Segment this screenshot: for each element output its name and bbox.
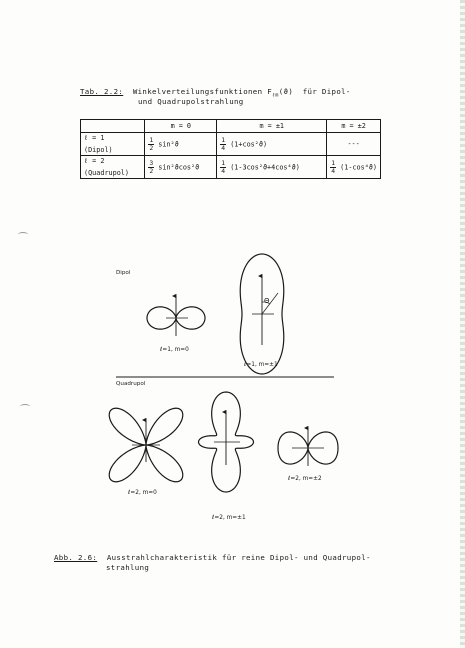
label-d-m0: ℓ=1, m=0 [160,347,189,353]
theta-symbol: Θ [264,297,270,305]
fraction: $\frac{1}{4}$ [331,158,336,175]
label-q-m0: ℓ=2, m=0 [128,490,157,496]
table-caption-end: für Dipol- [302,87,351,96]
figure-caption-text: Ausstrahlcharakteristik für reine Dipol- und Quadrupol- [106,553,371,562]
figure-caption-label: Abb. 2.6: [54,553,98,562]
table-caption-text: Winkelverteilungsfunktionen F [132,87,272,96]
l-value: ℓ = 1 [84,134,105,142]
header-cell: m = 0 [145,120,217,133]
quadrupole-m2-pattern [278,428,338,466]
dipole-m0-pattern [147,296,205,336]
expression: sin²ϑcos²ϑ [158,163,200,171]
header-cell: m = ±2 [327,120,381,133]
label-d-m1: ℓ=1, m=±1 [244,362,278,368]
label-q-m2: ℓ=2, m=±2 [288,476,322,482]
l-value: ℓ = 2 [84,157,105,165]
table-caption-sub: ℓm [272,92,279,99]
table-caption-line2: und Quadrupolstrahlung [138,97,244,106]
quadrupole-m1-pattern [199,392,254,492]
figure-caption-line2: strahlung [106,563,150,572]
fraction: $\frac{1}{2}$ [149,135,154,152]
label-q-m1: ℓ=2, m=±1 [212,515,246,521]
dipole-m1-pattern [240,254,284,374]
multipole-name: (Quadrupol) [84,169,130,177]
multipole-name: (Dipol) [84,146,113,154]
table-caption-label: Tab. 2.2: [80,87,124,96]
figure-caption-line1 [54,553,371,562]
header-cell: m = ±1 [217,120,327,133]
quadrupole-m0-pattern [109,408,183,482]
expression: (1-3cos²ϑ+4cos⁴ϑ) [230,163,300,171]
fraction: $\frac{1}{4}$ [221,135,226,152]
table-caption-arg: (ϑ) [278,87,294,96]
expression: (1+cos²ϑ) [230,140,268,148]
expression: sin²ϑ [158,140,179,148]
fraction: $\frac{1}{4}$ [221,158,226,175]
expression: (1-cos⁴ϑ) [340,163,377,171]
dipol-label: Dipol [116,270,131,276]
cell-m2: --- [327,133,381,156]
quadrupol-label: Quadrupol [116,381,146,387]
fraction: $\frac{3}{2}$ [149,158,154,175]
